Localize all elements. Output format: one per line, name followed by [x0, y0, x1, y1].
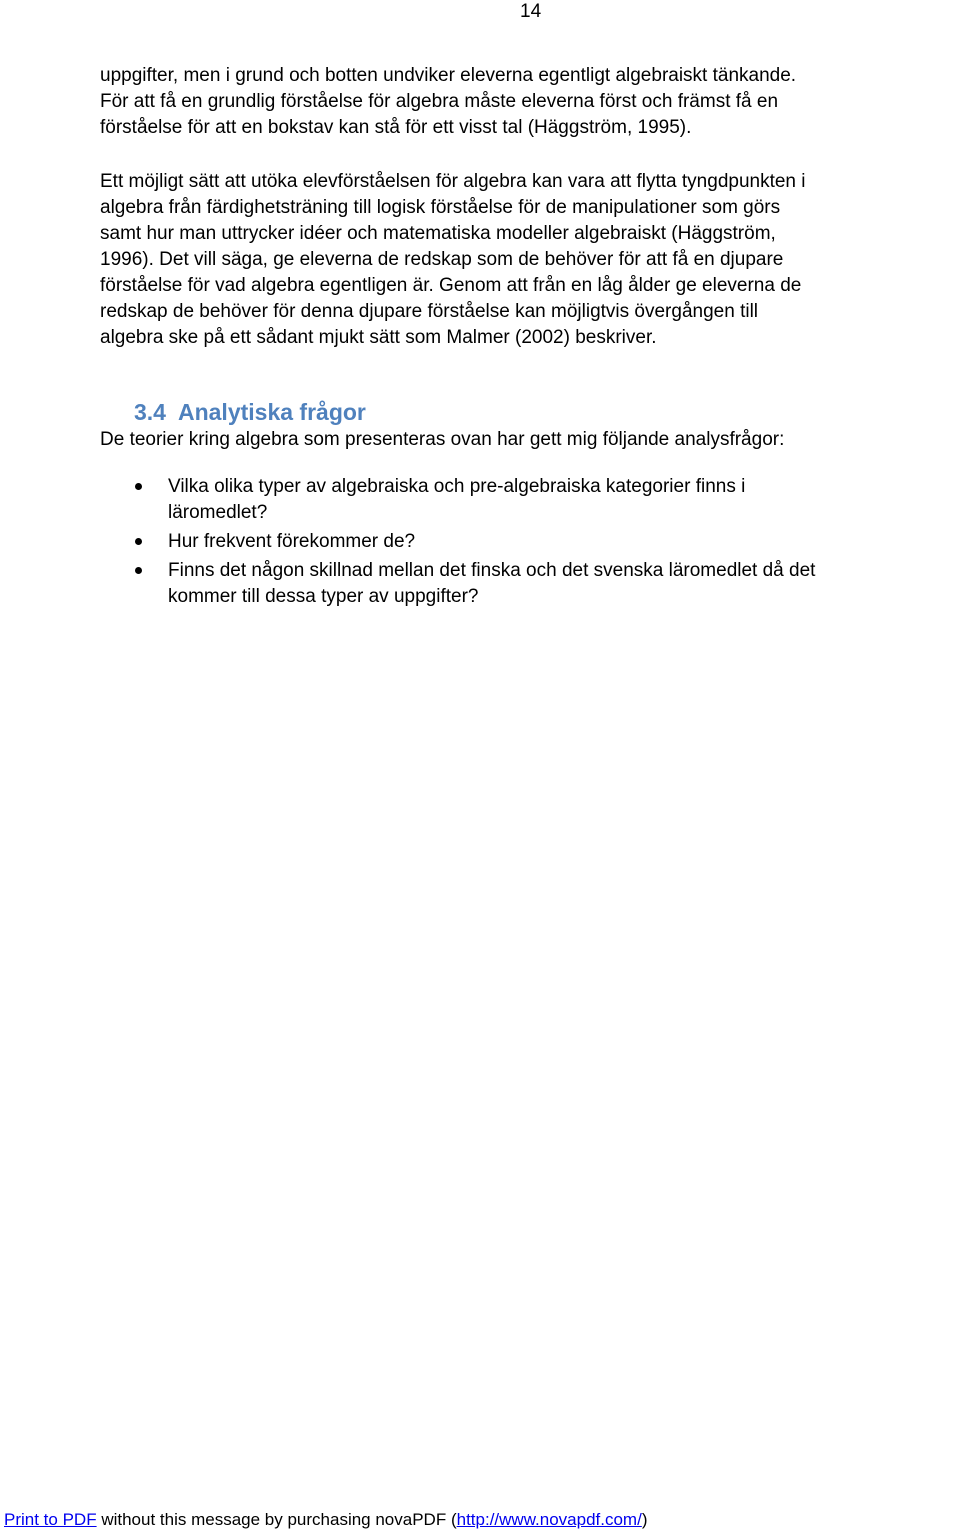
paragraph-line: 1996). Det vill säga, ge eleverna de redskap som de behöver för att få en djupare	[100, 249, 784, 270]
paragraph-line: algebra från färdighetsträning till logisk förståelse för de manipulationer som görs	[100, 197, 781, 218]
footer-text: without this message by purchasing novaPDF (	[96, 1510, 457, 1529]
list-item	[100, 529, 960, 555]
bullet-icon	[135, 567, 142, 574]
footer-end-text: )	[641, 1510, 648, 1529]
list-item-line: Finns det någon skillnad mellan det finska och det svenska läromedlet då det	[168, 560, 816, 581]
list-item-line: kommer till dessa typer av uppgifter?	[168, 586, 479, 607]
paragraph-line: uppgifter, men i grund och botten undviker eleverna egentligt algebraiskt tänkande.	[100, 65, 797, 86]
paragraph-line: samt hur man uttrycker idéer och matematiska modeller algebraiskt (Häggström,	[100, 223, 776, 244]
paragraph-2	[100, 169, 960, 351]
bullet-icon	[135, 538, 142, 545]
paragraph-line: algebra ske på ett sådant mjukt sätt som Malmer (2002) beskriver.	[100, 327, 657, 348]
novapdf-link[interactable]: http://www.novapdf.com/	[456, 1510, 642, 1529]
bullet-icon	[135, 483, 142, 490]
print-to-pdf-link[interactable]: Print to PDF	[4, 1510, 97, 1529]
list-item-line: läromedlet?	[168, 502, 268, 523]
list-item-line: Hur frekvent förekommer de?	[168, 531, 416, 552]
section-number: 3.4	[134, 399, 166, 425]
section-title: Analytiska frågor	[177, 399, 366, 425]
paragraph-line: För att få en grundlig förståelse för algebra måste eleverna först och främst få en	[100, 91, 779, 112]
question-list	[100, 474, 960, 613]
section-intro: De teorier kring algebra som presenteras ovan har gett mig följande analysfrågor:	[100, 429, 785, 450]
footer-watermark	[4, 1508, 647, 1532]
page-number: 14	[520, 1, 542, 22]
paragraph-line: förståelse för vad algebra egentligen är. Genom att från en låg ålder ge eleverna de	[100, 275, 802, 296]
list-item	[100, 558, 960, 610]
paragraph-line: Ett möjligt sätt att utöka elevförståelsen för algebra kan vara att flytta tyngdpunkten i	[100, 171, 806, 192]
paragraph-line: redskap de behöver för denna djupare förståelse kan möjligtvis övergången till	[100, 301, 759, 322]
paragraph-1	[100, 63, 960, 141]
paragraph-line: förståelse för att en bokstav kan stå för ett visst tal (Häggström, 1995).	[100, 117, 692, 138]
section-heading	[134, 397, 366, 427]
list-item-line: Vilka olika typer av algebraiska och pre-algebraiska kategorier finns i	[168, 476, 746, 497]
list-item	[100, 474, 960, 526]
